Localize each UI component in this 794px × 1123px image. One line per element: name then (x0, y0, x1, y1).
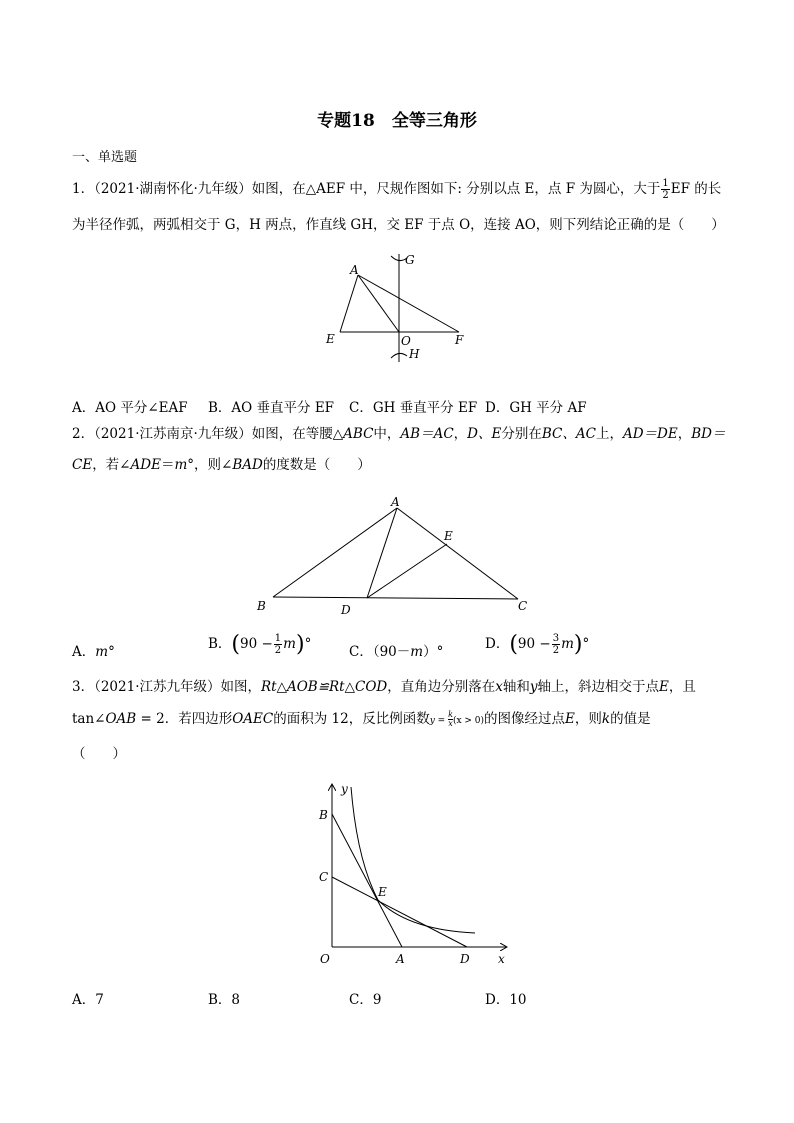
q3-text-e2: E (565, 711, 575, 727)
section-heading: 一、单选题 (72, 150, 138, 165)
q3-option-c[interactable]: C．9 (349, 992, 382, 1008)
q2-label-B: B (257, 599, 266, 613)
q2-line-AD (367, 508, 397, 598)
q2-text-a: ，若∠ (92, 457, 131, 473)
q2-label-C: C (518, 599, 528, 613)
page-title: 专题18 全等三角形 (317, 111, 477, 131)
q1-label-H: H (409, 347, 420, 361)
q3-label-B: B (319, 808, 328, 822)
q2-opt-d-lparen: ( (509, 632, 518, 657)
q3-hyperbola-curve (351, 787, 475, 933)
q3-text-c2: 的图像经过点 (484, 711, 566, 727)
q1-label-F: F (455, 333, 464, 347)
q3-label-C: C (319, 870, 329, 884)
q3-text-e: E (658, 679, 669, 695)
q3-fn-k: k (448, 710, 453, 719)
q3-text-oaec: OAEC (232, 711, 274, 727)
q2-opt-b-lparen: ( (231, 632, 241, 657)
q3-option-a[interactable]: A．7 (72, 992, 104, 1008)
q2-text-c2: ， (453, 426, 468, 442)
q3-text-a: 3．（2021·江苏九年级）如图， (72, 679, 261, 695)
q2-text-c5: ， (677, 426, 692, 442)
q1-line-AO (358, 275, 399, 332)
q2-opt-a-m: m (95, 644, 109, 660)
q3-text-fn-eq: = (434, 716, 449, 726)
q2-opt-b-frac (274, 633, 282, 656)
q3-text-k: k (601, 711, 611, 727)
q1-fraction (661, 178, 669, 201)
q2-opt-b-post: ° (304, 636, 312, 652)
q3-option-d[interactable]: D．10 (485, 992, 527, 1008)
q2-option-b[interactable] (208, 632, 311, 657)
q3-text-b2: 的面积为 12，反比例函数 (273, 711, 430, 727)
q3-option-b[interactable]: B．8 (208, 992, 241, 1008)
q2-figure (250, 493, 540, 618)
q3-text-d: 轴上，斜边相交于点 (537, 679, 659, 695)
q3-label-E: E (378, 885, 387, 899)
q2-label-E: E (444, 529, 453, 543)
q2-opt-d-post: ° (582, 636, 590, 652)
q2-line-DE (367, 544, 447, 598)
q1-label-E: E (326, 332, 335, 346)
q2-opt-d-frac (552, 633, 560, 656)
q2-opt-b-den: 2 (274, 645, 282, 656)
q3-text-fn-y: y (429, 716, 435, 726)
q2-text-abc: ABC (343, 426, 374, 442)
q2-opt-d-pre: D． (485, 636, 510, 652)
q3-text-oab: OAB (105, 711, 137, 727)
q2-line2 (72, 455, 371, 475)
q2-text-de: D、E (467, 426, 502, 442)
q1-label-G: G (405, 253, 415, 267)
q3-text-a2: ．若四边形 (164, 711, 233, 727)
q2-opt-b-rparen: ) (295, 632, 305, 657)
q3-text-c: 轴和 (502, 679, 530, 695)
q2-text-cond: AB＝AC (400, 426, 454, 442)
q2-opt-b-num: 1 (274, 633, 282, 644)
q3-label-D: D (460, 952, 470, 966)
q3-line1 (72, 677, 696, 697)
q1-line-AF (358, 275, 459, 332)
q2-text-bad: BAD (232, 457, 263, 473)
q2-line1 (72, 424, 725, 444)
q3-fn-x: x (448, 719, 453, 728)
q2-opt-b-90: 90 − (240, 636, 273, 652)
q1-line1 (72, 178, 721, 201)
q1-line2: 为半径作弧，两弧相交于 G，H 两点，作直线 GH，交 EF 于点 O，连接 AO，则下列结论正确的是（ ） (72, 217, 725, 233)
q2-opt-a-pre: A． (72, 644, 96, 660)
q2-opt-d-den: 2 (552, 645, 560, 656)
q3-text-tan: tan∠ (72, 711, 106, 727)
q2-opt-c-post: ）° (423, 644, 444, 660)
q1-option-c[interactable]: C．GH 垂直平分 EF (349, 400, 478, 416)
q1-option-a[interactable]: A．AO 平分∠EAF (72, 400, 188, 416)
q2-opt-c-pre: C．（90－ (349, 644, 411, 660)
q2-opt-d-rparen: ) (573, 632, 583, 657)
q3-line2 (72, 709, 651, 731)
q3-text-x: x (495, 679, 503, 695)
q2-text-d: 的度数是（ ） (262, 457, 371, 473)
q1-option-b[interactable]: B．AO 垂直平分 EF (208, 400, 335, 416)
q2-opt-d-m: m (561, 636, 574, 652)
q2-line-BC (273, 597, 518, 599)
q1-figure (320, 250, 480, 370)
q2-opt-d-num: 3 (552, 633, 560, 644)
q3-line-BA (332, 814, 402, 947)
q2-text-m: m (174, 457, 188, 473)
q3-text-b: ，直角边分别落在 (387, 679, 496, 695)
q1-line-AE (340, 275, 358, 332)
q3-text-d2: ，则 (574, 711, 602, 727)
q1-label-A: A (350, 263, 359, 277)
q1-option-d[interactable]: D．GH 平分 AF (485, 400, 587, 416)
q2-label-A: A (391, 495, 400, 509)
q3-text-fn-cond: (x > 0) (452, 716, 485, 726)
q1-frac-num: 1 (662, 178, 669, 189)
q2-text-pre: 2．（2021·江苏南京·九年级）如图，在等腰△ (72, 426, 344, 442)
q2-line-BA (273, 508, 397, 597)
q2-text-mid: 中， (373, 426, 401, 442)
q2-text-ade: ADE (130, 457, 161, 473)
q2-option-d[interactable] (485, 632, 589, 657)
q3-text-f2: 的值是 (610, 711, 651, 727)
q2-label-D: D (341, 603, 351, 617)
q2-line-AC (397, 508, 518, 599)
q2-opt-d-90: 90 − (517, 636, 551, 652)
q2-opt-b-m: m (283, 636, 296, 652)
q2-text-ce: CE (72, 457, 93, 473)
q1-text-b: EF 的长 (670, 181, 722, 197)
q2-text-bd: BD＝ (691, 426, 726, 442)
q1-frac-den: 2 (662, 190, 669, 201)
q3-line3: （ ） (72, 746, 126, 762)
q3-text-rt: Rt△AOB≌Rt△COD (261, 679, 388, 695)
q2-opt-c-m: m (410, 644, 424, 660)
q2-text-ad: AD＝DE (622, 426, 678, 442)
q1-label-O: O (401, 334, 411, 348)
q3-label-y: y (341, 782, 348, 796)
q2-text-c: °，则∠ (187, 457, 233, 473)
q3-text-eq: = 2 (136, 711, 165, 727)
q3-text-y: y (529, 679, 538, 695)
q3-label-O: O (320, 952, 330, 966)
q3-text-f: ，且 (668, 679, 696, 695)
q2-opt-b-pre: B． (208, 636, 232, 652)
q2-text-bc: BC、AC (541, 426, 596, 442)
q3-label-x: x (498, 952, 505, 966)
q2-text-c4: 上， (595, 426, 623, 442)
q1-text-a: 1．（2021·湖南怀化·九年级）如图，在△AEF 中，尺规作图如下: 分别以点 E，点 F 为圆心，大于 (72, 181, 661, 197)
q2-opt-a-post: ° (108, 644, 115, 660)
q2-option-c[interactable] (349, 640, 443, 660)
q3-label-A: A (396, 952, 405, 966)
q3-figure (300, 780, 520, 970)
q2-option-a[interactable] (72, 640, 115, 660)
q2-text-b: ＝ (160, 457, 175, 473)
q2-text-c3: 分别在 (501, 426, 542, 442)
q3-line-CD (332, 877, 467, 947)
